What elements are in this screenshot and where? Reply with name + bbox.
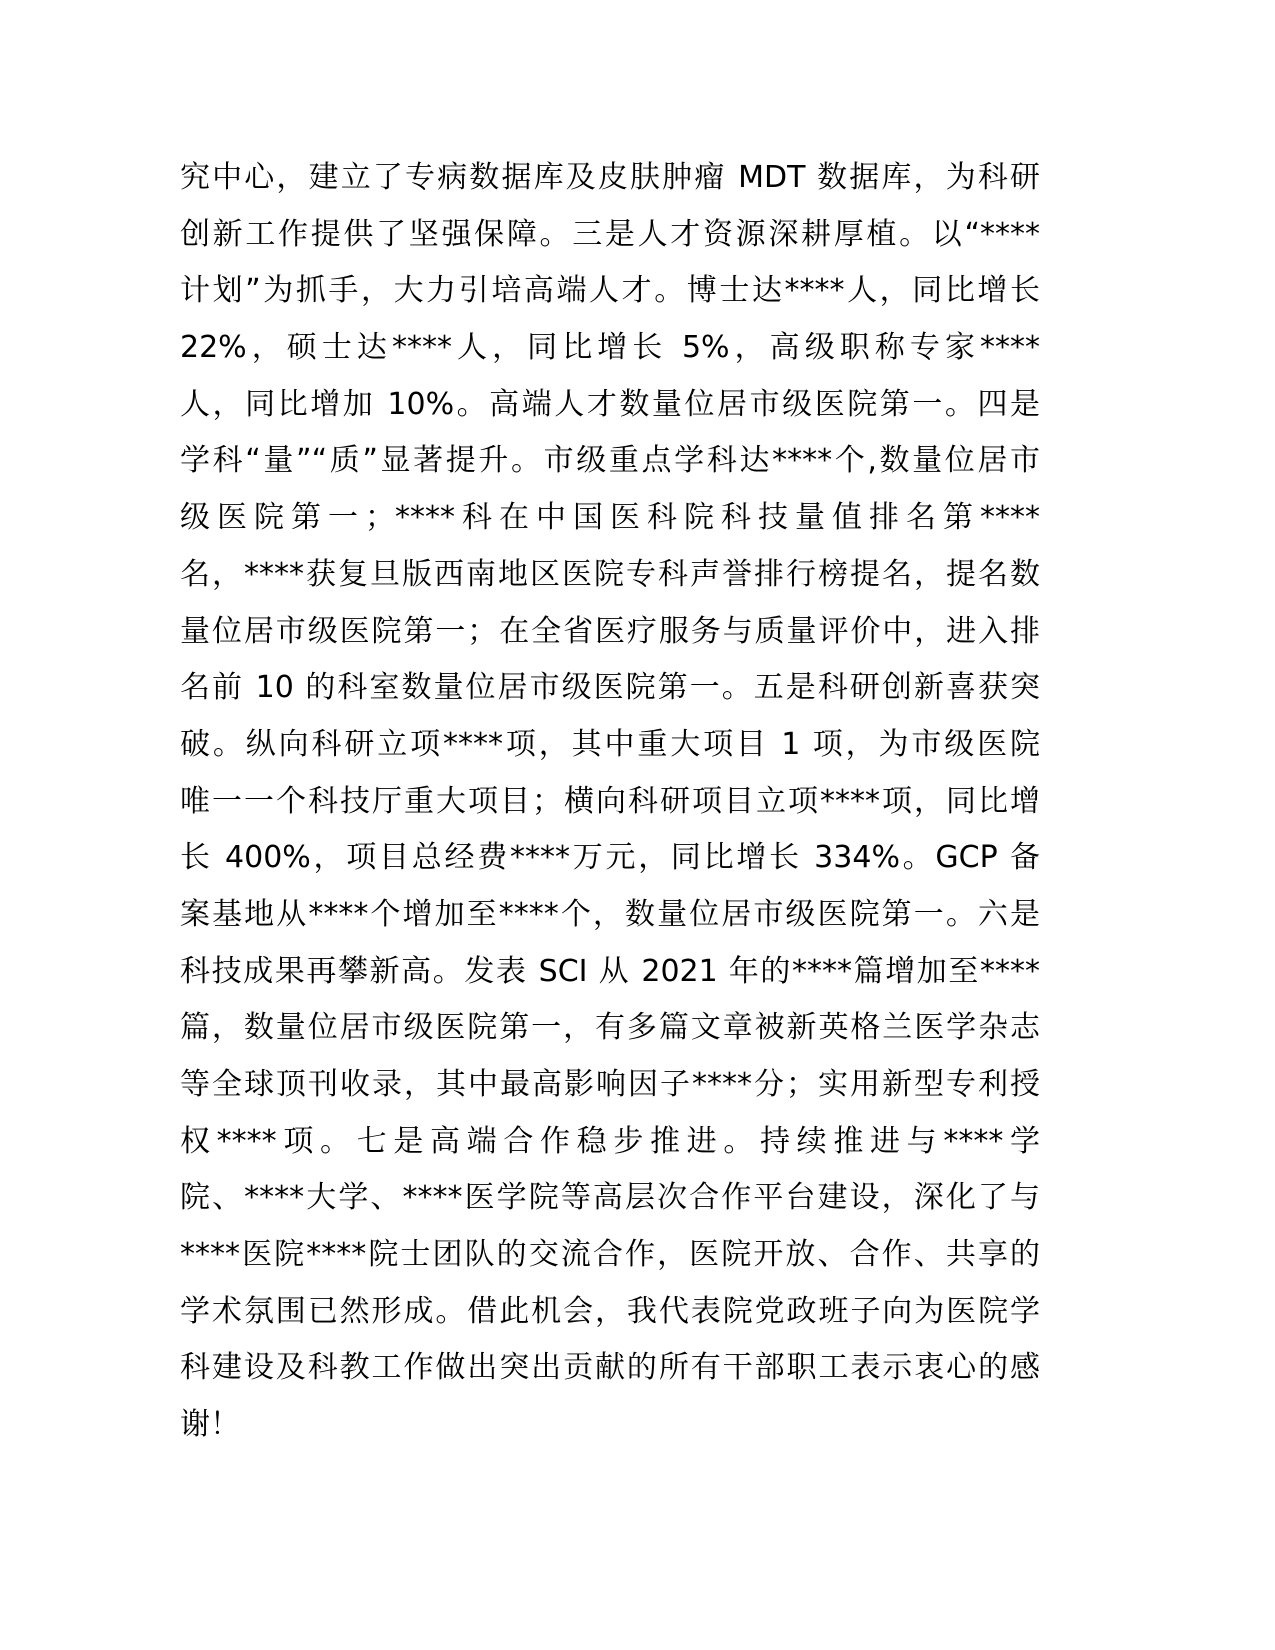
- text-line: 级医院第一；****科在中国医科院科技量值排名第****: [180, 500, 1040, 536]
- text-line: 究中心，建立了专病数据库及皮肤肿瘤 MDT 数据库，为科研: [180, 160, 1040, 195]
- text-line: 名前 10 的科室数量位居市级医院第一。五是科研创新喜获突: [180, 670, 1040, 706]
- text-line: 22%，硕士达****人，同比增长 5%，高级职称专家****: [180, 330, 1040, 366]
- body-paragraph: [180, 150, 1040, 1454]
- text-line: 学术氛围已然形成。借此机会，我代表院党政班子向为医院学: [180, 1293, 1040, 1329]
- text-line: 科技成果再攀新高。发表 SCI 从 2021 年的****篇增加至****: [180, 953, 1040, 989]
- text-line: 计划”为抓手，大力引培高端人才。博士达****人，同比增长: [180, 273, 1040, 309]
- text-line: 破。纵向科研立项****项，其中重大项目 1 项，为市级医院: [180, 726, 1040, 762]
- text-line: ****医院****院士团队的交流合作，医院开放、合作、共享的: [180, 1237, 1040, 1273]
- text-line: 长 400%，项目总经费****万元，同比增长 334%。GCP 备: [180, 840, 1040, 876]
- text-line: 等全球顶刊收录，其中最高影响因子****分；实用新型专利授: [180, 1067, 1040, 1102]
- text-line: 名，****获复旦版西南地区医院专科声誉排行榜提名，提名数: [180, 556, 1040, 592]
- text-line: 人，同比增加 10%。高端人才数量位居市级医院第一。四是: [180, 386, 1040, 422]
- text-line: 谢！: [180, 1407, 240, 1443]
- text-line: 篇，数量位居市级医院第一，有多篇文章被新英格兰医学杂志: [180, 1010, 1040, 1046]
- text-line: 院、****大学、****医学院等高层次合作平台建设，深化了与: [180, 1180, 1040, 1216]
- text-line: 权****项。七是高端合作稳步推进。持续推进与****学: [180, 1123, 1040, 1159]
- text-line: 创新工作提供了坚强保障。三是人才资源深耕厚植。以“****: [180, 216, 1040, 252]
- text-line: 科建设及科教工作做出突出贡献的所有干部职工表示衷心的感: [180, 1350, 1040, 1386]
- text-line: 唯一一个科技厅重大项目；横向科研项目立项****项，同比增: [180, 783, 1040, 819]
- text-line: 案基地从****个增加至****个，数量位居市级医院第一。六是: [180, 896, 1040, 932]
- text-line: 量位居市级医院第一；在全省医疗服务与质量评价中，进入排: [180, 613, 1040, 649]
- text-line: 学科“量”“质”显著提升。市级重点学科达****个,数量位居市: [180, 443, 1040, 479]
